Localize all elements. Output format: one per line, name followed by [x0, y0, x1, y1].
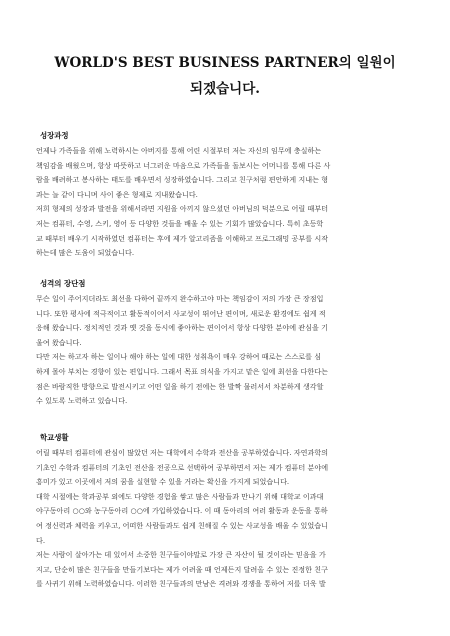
- text-line: 니다. 또한 평사에 적극적이고 활동적이어서 사교성이 뛰어난 편이며, 새로운 환경에도 쉽게 적: [36, 308, 326, 318]
- text-line: 하게 몰아 부치는 경향이 있는 편입니다. 그래서 목표 의식을 가지고 맡은 일에 최선을 다한다는: [36, 366, 328, 376]
- text-line: 수 있도록 노력하고 있습니다.: [36, 396, 128, 406]
- text-line: 교 때부터 배우기 시작하였던 컴퓨터는 후에 제가 알고리즘을 이해하고 프로그래밍 공부를 시작: [36, 233, 329, 243]
- text-line: 흥미가 있고 이곳에서 저의 꿈을 실현할 수 있을 거라는 확신을 가지게 되었습니다.: [36, 477, 290, 487]
- section-body-growth: [36, 144, 416, 261]
- section-heading-school-life: 학교생활: [40, 433, 69, 442]
- text-line: 응해 왔습니다. 정치적인 것과 옛 것을 동시에 좋아하는 편이어서 항상 다양한 분야에 관심을 기: [36, 323, 328, 333]
- text-line: 야구동아리 ○○와 농구동아리 ○○에 가입하였습니다. 이 때 동아리의 여러 활동과 운동을 통하: [36, 506, 328, 516]
- text-line: 어릴 때부터 컴퓨터에 관심이 많았던 저는 대학에서 수학과 전산을 공부하였습니다. 자연과학의: [36, 448, 329, 457]
- text-line: 점은 바람직한 방향으로 발전시키고 어떤 일을 하기 전에는 한 발짝 물러서서 차분하게 생각할: [36, 381, 324, 391]
- title-line-1: WORLD'S BEST BUSINESS PARTNER의 일원이: [54, 55, 396, 71]
- text-line: 지고, 단순히 많은 친구들을 만들기보다는 제가 어려울 때 언제든지 달려올 수 있는 진정한 친구: [36, 564, 328, 574]
- section-heading-personality: 성격의 장단점: [40, 279, 86, 288]
- document-title: [40, 50, 410, 102]
- text-line: 람을 배려하고 봉사하는 태도를 배우면서 성장하였습니다. 그리고 친구처럼 편안하게 지내는 형: [36, 175, 329, 185]
- section-body-school-life: [36, 446, 416, 592]
- text-line: 저희 형제의 성장과 발전을 위해서라면 지원을 아끼지 않으셨던 아버님의 덕분으로 어릴 때부터: [36, 204, 329, 214]
- section-heading-growth: 성장과정: [40, 131, 69, 140]
- section-body-personality: [36, 292, 416, 409]
- text-line: 울여 왔습니다.: [36, 337, 82, 347]
- title-line-2: 되겠습니다.: [190, 81, 260, 97]
- text-line: 다.: [36, 535, 46, 545]
- text-line: 를 사귀기 위해 노력하였습니다. 이러한 친구들과의 만남은 격려와 경쟁을 통하여 저를 더욱 발: [36, 579, 326, 589]
- text-line: 대학 시절에는 학과공부 외에도 다양한 경험을 쌓고 많은 사람들과 만나기 위해 대학교 이과대: [36, 491, 324, 501]
- text-line: 기초인 수학과 컴퓨터의 기초인 전산을 전공으로 선택하여 공부하면서 저는 제가 컴퓨터 분야에: [36, 462, 329, 472]
- text-line: 여 정신력과 체력을 키우고, 어떠한 사람들과도 쉽게 친해질 수 있는 사교성을 배울 수 있었습니: [36, 520, 328, 530]
- text-line: 언제나 가족들을 위해 노력하시는 아버지를 통해 어린 시절부터 저는 자신의 임무에 충실하는: [36, 146, 322, 155]
- text-line: 다만 저는 하고자 하는 일이나 해야 하는 일에 대한 성취욕이 매우 강하여 때로는 스스로를 심: [36, 352, 322, 362]
- text-line: 과는 늘 같이 다니며 사이 좋은 형제로 지내왔습니다.: [36, 189, 198, 199]
- text-line: 저는 컴퓨터, 수영, 스키, 영어 등 다양한 것들을 배울 수 있는 기회가 많았습니다. 특히 초등학: [36, 218, 324, 228]
- text-line: 하는데 많은 도움이 되었습니다.: [36, 248, 135, 258]
- text-line: 저는 사람이 살아가는 데 있어서 소중한 친구들이야말로 가장 큰 자산이 될 것이라는 믿음을 가: [36, 550, 326, 560]
- text-line: 무슨 일이 주어지더라도 최선을 다하여 끝까지 완수하고야 마는 책임감이 저의 가장 큰 장점입: [36, 294, 324, 303]
- text-line: 책임감을 배웠으며, 항상 따뜻하고 너그러운 마음으로 가족들을 돌보시는 어머니를 통해 다른 사: [36, 160, 331, 170]
